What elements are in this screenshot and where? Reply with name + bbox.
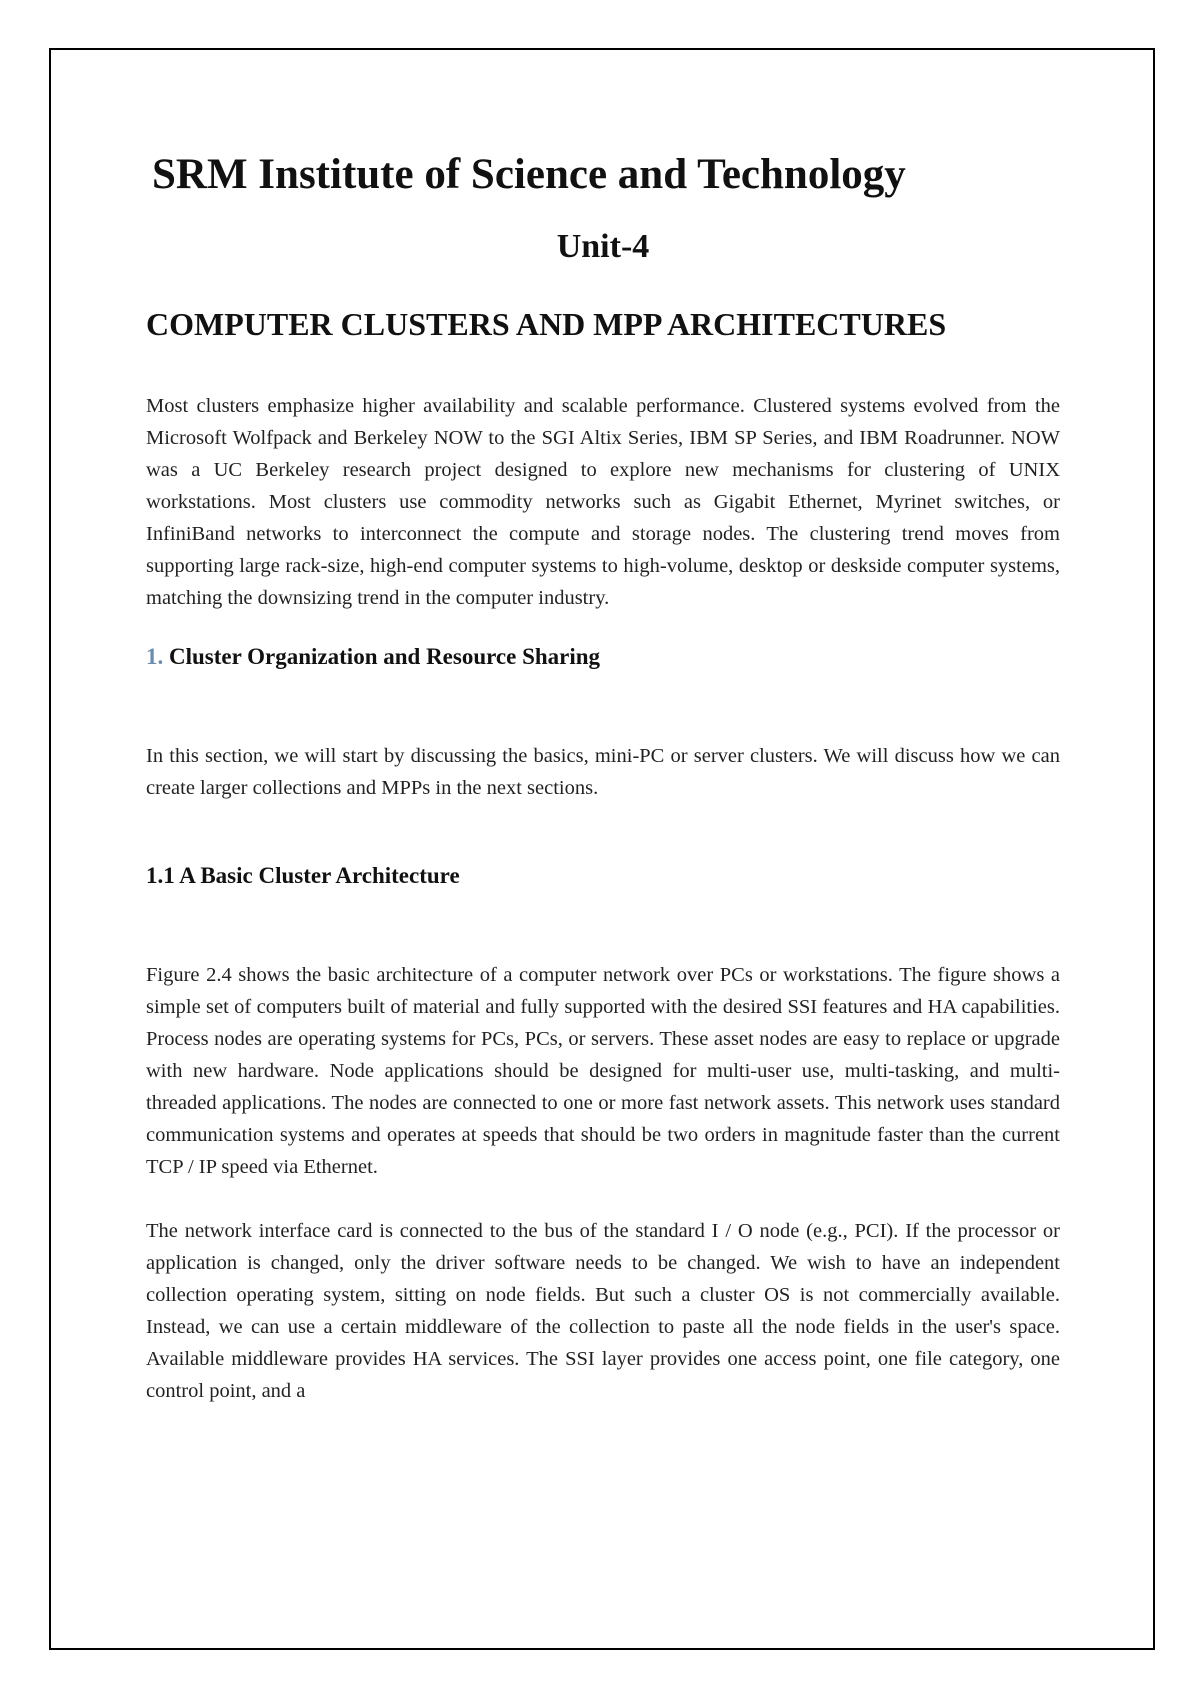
section-heading-basic-cluster-architecture: 1.1 A Basic Cluster Architecture	[146, 863, 460, 888]
section-number: 1.	[146, 644, 164, 669]
section-title: Cluster Organization and Resource Sharing	[169, 644, 601, 669]
section-paragraph: In this section, we will start by discussing the basics, mini-PC or server clusters. We will discuss how we can create larger collections and MPPs in the next sections.	[146, 745, 1060, 799]
page-content	[146, 140, 1060, 1407]
institute-title: SRM Institute of Science and Technology	[152, 151, 906, 198]
section-heading-cluster-organization	[146, 641, 1060, 673]
intro-paragraph: Most clusters emphasize higher availability and scalable performance. Clustered systems evolved from the Microsoft Wolfpack and Berkeley NOW to the SGI Altix Series, IBM SP Series, and IBM Roadrunner. NOW was a UC Berkeley research project designed to explore new mechanisms for clustering of UNIX workstations. Most clusters use commodity networks such as Gigabit Ethernet, Myrinet switches, or InfiniBand networks to interconnect the compute and storage nodes. The clustering trend moves from supporting large rack-size, high-end computer systems to high-volume, desktop or deskside computer systems, matching the downsizing trend in the computer industry.	[146, 395, 1060, 609]
architecture-paragraph: Figure 2.4 shows the basic architecture of a computer network over PCs or workstations. The figure shows a simple set of computers built of material and fully supported with the desired SSI features and HA capabilities. Process nodes are operating systems for PCs, PCs, or servers. These asset nodes are easy to replace or upgrade with new hardware. Node applications should be designed for multi-user use, multi-tasking, and multi-threaded applications. The nodes are connected to one or more fast network assets. This network uses standard communication systems and operates at speeds that should be two orders in magnitude faster than the current TCP / IP speed via Ethernet.	[146, 964, 1060, 1178]
document-title: COMPUTER CLUSTERS AND MPP ARCHITECTURES	[146, 306, 947, 342]
network-interface-paragraph: The network interface card is connected to the bus of the standard I / O node (e.g., PCI). If the processor or application is changed, only the driver software needs to be changed. We wish to have an independent collection operating system, sitting on node fields. But such a cluster OS is not commercially available. Instead, we can use a certain middleware of the collection to paste all the node fields in the user's space. Available middleware provides HA services. The SSI layer provides one access point, one file category, one control point, and a	[146, 1220, 1060, 1402]
unit-title: Unit-4	[556, 228, 650, 265]
